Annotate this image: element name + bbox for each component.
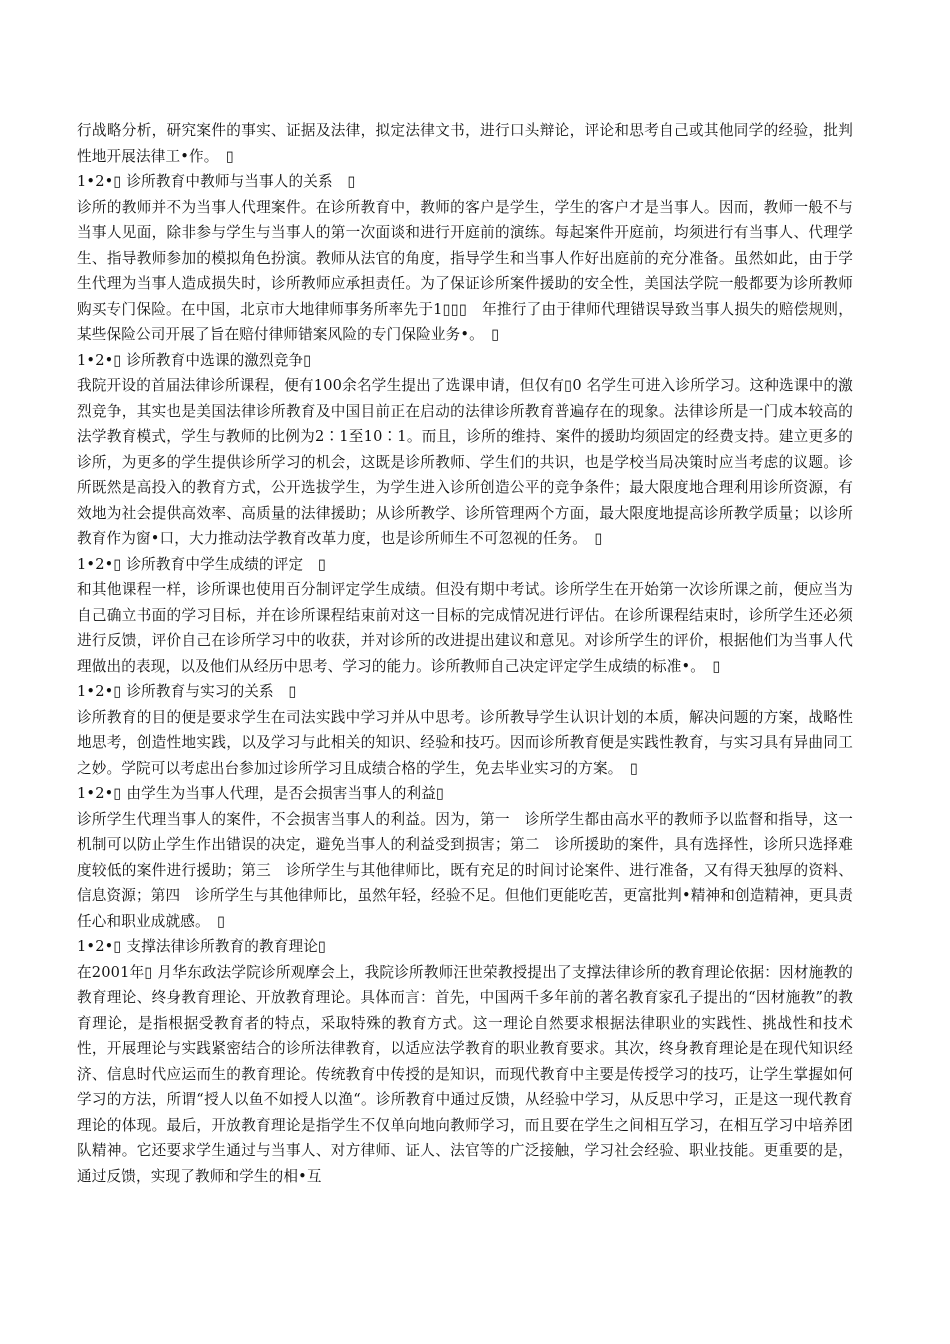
section-heading-grading: 1•2•▯ 诊所教育中学生成绩的评定 ▯ (77, 555, 327, 573)
section-paragraph-student-representation: 诊所学生代理当事人的案件，不会损害当事人的利益。因为，第一 诊所学生都由高水平的教师予以监督和指导，这一机制可以防止学生作出错误的决定，避免当事人的利益受到损害；第二 诊所援助的案件，具有选择性，诊所只选择难度较低的案件进行援助；第三 诊所学生与其他律师比，既有充足的时间讨论案件、进行准备，又有得天独厚的资料、信息资源；第四 诊所学生与其他律师比，虽然年轻，经验不足。但他们更能吃苦，更富批判•精神和创造精神，更具责任心和职业成就感。 ▯ (77, 810, 853, 930)
section-heading-teacher-client: 1•2•▯ 诊所教育中教师与当事人的关系 ▯ (77, 173, 356, 190)
section-paragraph-teacher-client: 诊所的教师并不为当事人代理案件。在诊所教育中，教师的客户是学生，学生的客户才是当事人。因而，教师一般不与当事人见面，除非参与学生与当事人的第一次面谈和进行开庭前的演练。每起案件开庭前，均须进行有当事人、代理学生、指导教师参加的模拟角色扮演。教师从法官的角度，指导学生和当事人作好出庭前的充分准备。虽然如此，由于学生代理为当事人造成损失时，诊所教师应承担责任。为了保证诊所案件援助的安全性，美国法学院一般都要为诊所教师购买专门保险。在中国，北京市大地律师事务所率先于1▯▯▯ 年推行了由于律师代理错误导致当事人损失的赔偿规则，某些保险公司开展了旨在赔付律师错案风险的专门保险业务•。 ▯ (77, 198, 853, 343)
section-paragraph-internship: 诊所教育的目的便是要求学生在司法实践中学习并从中思考。诊所教导学生认识计划的本质，解决问题的方案，战略性地思考，创造性地实践，以及学习与此相关的知识、经验和技巧。因而诊所教育便是实践性教育，与实习具有异曲同工之妙。学院可以考虑出台参加过诊所学习且成绩合格的学生，免去毕业实习的方案。 ▯ (77, 708, 853, 777)
section-heading-education-theory: 1•2•▯ 支撑法律诊所教育的教育理论▯ (77, 938, 327, 955)
section-paragraph-grading: 和其他课程一样，诊所课也使用百分制评定学生成绩。但没有期中考试。诊所学生在开始第一次诊所课之前，便应当为自己确立书面的学习目标，并在诊所课程结束前对这一目标的完成情况进行评估。在诊所课程结束时，诊所学生还必须进行反馈，评价自己在诊所学习中的收获，并对诊所的改进提出建议和意见。对诊所学生的评价，根据他们为当事人代理做出的表现，以及他们从经历中思考、学习的能力。诊所教师自己决定评定学生成绩的标准•。 ▯ (77, 581, 853, 675)
section-paragraph-education-theory: 在2001年▯ 月华东政法学院诊所观摩会上，我院诊所教师汪世荣教授提出了支撑法律诊所的教育理论依据：因材施教的教育理论、终身教育理论、开放教育理论。具体而言：首先，中国两千多年前的著名教育家孔子提出的“因材施教”的教育理论，是指根据受教育者的特点，采取特殊的教育方式。这一理论自然要求根据法律职业的实践性、挑战性和技术性，开展理论与实践紧密结合的诊所法律教育，以适应法学教育的职业教育要求。其次，终身教育理论是在现代知识经济、信息时代应运而生的教育理论。传统教育中传授的是知识，而现代教育中主要是传授学习的技巧，让学生掌握如何学习的方法，所谓“授人以鱼不如授人以渔“。诊所教育中通过反馈，从经验中学习，从反思中学习，正是这一现代教育理论的体现。最后，开放教育理论是指学生不仅单向地向教师学习，而且要在学生之间相互学习，在相互学习中培养团队精神。它还要求学生通过与当事人、对方律师、证人、法官等的广泛接触，学习社会经验、职业技能。更重要的是，通过反馈，实现了教师和学生的相•互 (77, 963, 853, 1185)
section-heading-student-representation: 1•2•▯ 由学生为当事人代理，是否会损害当事人的利益▯ (77, 785, 445, 802)
section-heading-course-competition: 1•2•▯ 诊所教育中选课的激烈竞争▯ (77, 351, 312, 369)
document-page (77, 118, 853, 1189)
intro-paragraph: 行战略分析，研究案件的事实、证据及法律，拟定法律文书，进行口头辩论，评论和思考自己或其他同学的经验，批判性地开展法律工•作。 ▯ (77, 122, 853, 165)
section-heading-internship: 1•2•▯ 诊所教育与实习的关系 ▯ (77, 683, 297, 700)
section-paragraph-course-competition: 我院开设的首届法律诊所课程，便有100余名学生提出了选课申请，但仅有▯0 名学生可进入诊所学习。这种选课中的激烈竞争，其实也是美国法律诊所教育及中国目前正在启动的法律诊所教育普遍存在的现象。法律诊所是一门成本较高的法学教育模式，学生与教师的比例为2∶1至10∶1。而且，诊所的维持、案件的援助均须固定的经费支持。建立更多的诊所，为更多的学生提供诊所学习的机会，这既是诊所教师、学生们的共识，也是学校当局决策时应当考虑的议题。诊所既然是高投入的教育方式，公开选拔学生，为学生进入诊所创造公平的竞争条件；最大限度地合理利用诊所资源，有效地为社会提供高效率、高质量的法律援助；从诊所教学、诊所管理两个方面，最大限度地提高诊所教学质量；以诊所教育作为窗•口，大力推动法学教育改革力度，也是诊所师生不可忽视的任务。 ▯ (77, 377, 853, 547)
